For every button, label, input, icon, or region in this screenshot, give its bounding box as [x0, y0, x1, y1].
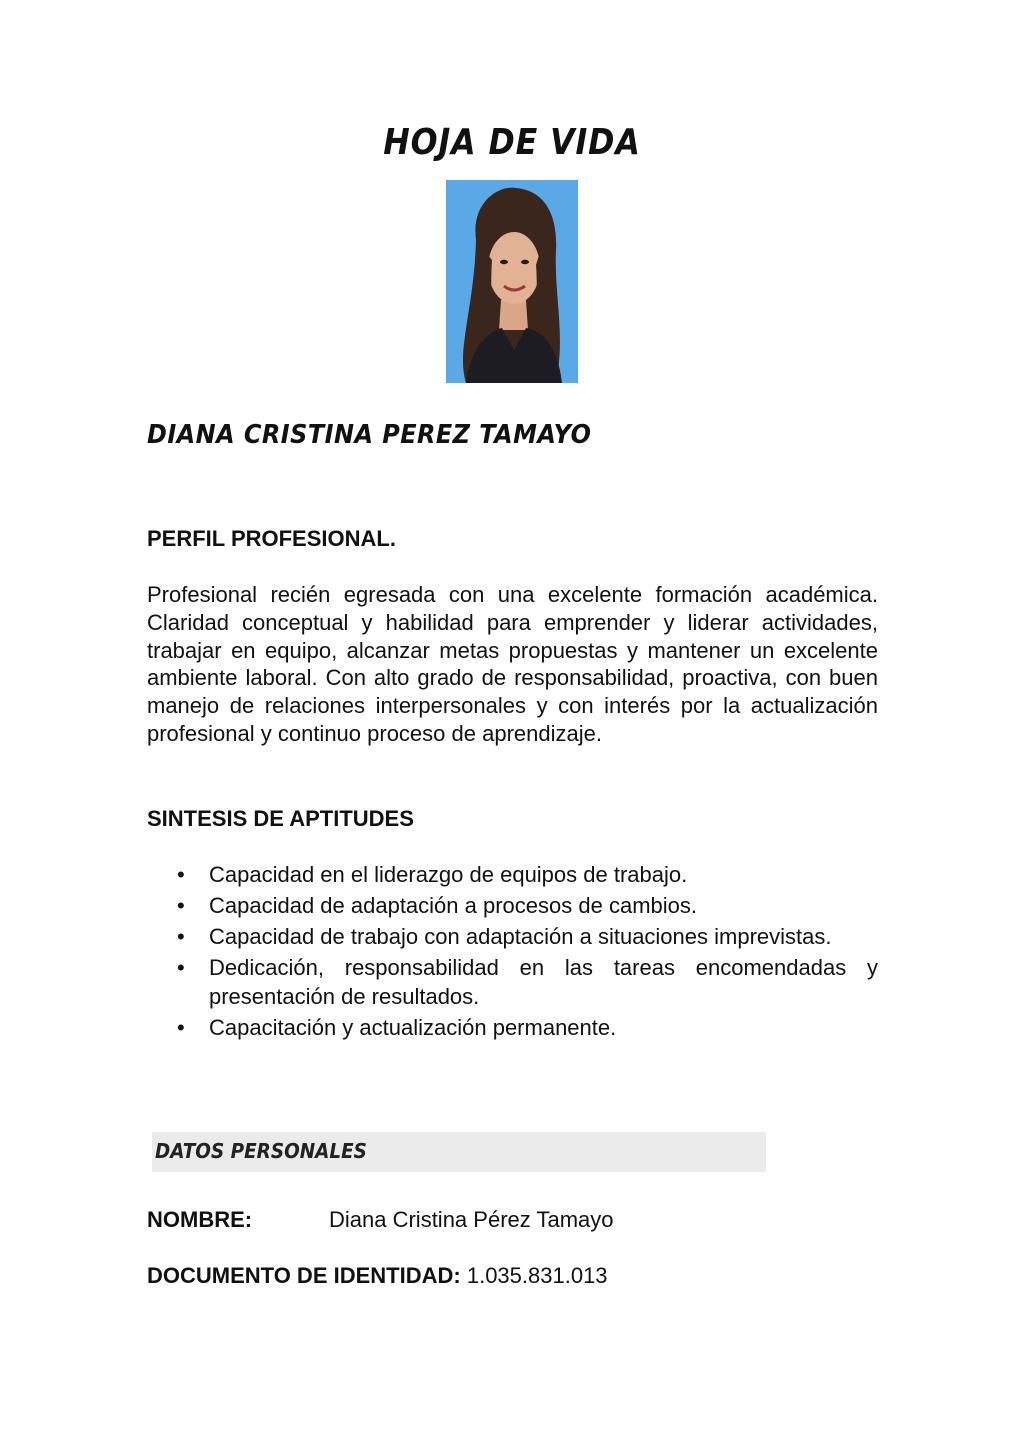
document-title: HOJA DE VIDA: [383, 122, 641, 163]
list-item: [147, 860, 878, 889]
bullet-icon: •: [177, 1015, 185, 1040]
personal-data-heading: DATOS PERSONALES: [155, 1139, 367, 1163]
profile-paragraph: Profesional recién egresada con una excelente formación académica. Claridad conceptual y habilidad para emprender y liderar actividades, trabajar en equipo, alcanzar metas propuestas y mantener un excelente ambiente laboral. Con alto grado de responsabilidad, proactiva, con buen manejo de relaciones interpersonales y con interés por la actualización profesional y continuo proceso de aprendizaje.: [147, 582, 878, 746]
personal-data-bar: [152, 1132, 766, 1172]
skills-heading: SINTESIS DE APTITUDES: [147, 806, 414, 831]
skill-text: Dedicación, responsabilidad en las tareas encomendadas y presentación de resultados.: [209, 955, 878, 1009]
list-item: [147, 891, 878, 920]
skill-text: Capacidad en el liderazgo de equipos de trabajo.: [209, 862, 688, 887]
profile-heading: PERFIL PROFESIONAL.: [147, 526, 396, 551]
list-item: [147, 953, 878, 1011]
id-value: 1.035.831.013: [466, 1263, 608, 1288]
bullet-icon: •: [177, 893, 185, 918]
profile-photo: [446, 180, 578, 383]
name-value: Diana Cristina Pérez Tamayo: [329, 1207, 614, 1232]
list-item: [147, 922, 878, 951]
skill-text: Capacitación y actualización permanente.: [209, 1015, 617, 1040]
bullet-icon: •: [177, 924, 185, 949]
skill-text: Capacidad de adaptación a procesos de cambios.: [209, 893, 697, 918]
id-field: [147, 1263, 608, 1289]
name-label: NOMBRE:: [147, 1207, 253, 1232]
name-field: [147, 1207, 878, 1233]
bullet-icon: •: [177, 862, 185, 887]
list-item: [147, 1013, 878, 1042]
skill-text: Capacidad de trabajo con adaptación a situaciones imprevistas.: [209, 924, 832, 949]
bullet-icon: •: [177, 955, 185, 980]
candidate-name: DIANA CRISTINA PEREZ TAMAYO: [147, 420, 592, 450]
skills-list: [147, 860, 878, 1044]
id-label: DOCUMENTO DE IDENTIDAD:: [147, 1263, 461, 1288]
